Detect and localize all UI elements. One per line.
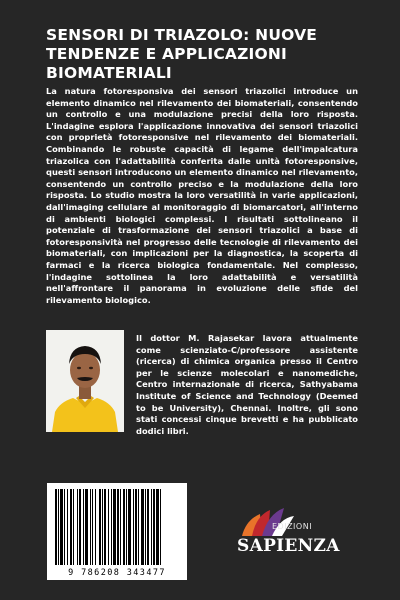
isbn-barcode — [47, 483, 187, 580]
publisher-name: SAPIENZA — [237, 536, 340, 556]
book-abstract: La natura fotoresponsiva dei sensori triazolici introduce un elemento dinamico nel rilevamento dei biomateriali, consentendo un controllo e una modulazione precisi della loro risposta. L'indagine esplora l'applicazione innovativa dei sensori triazolici con proprietà fotoresponsive nel rilevamento dei biomateriali. Combinando le robuste capacità di legame dell'impalcatura triazolica con l'adattabilità conferita dalle unità fotoresponsive, questi sensori introducono un elemento dinamico nel rilevamento, consentendo un controllo preciso e la modulazione della loro risposta. Lo studio mostra la loro versatilità in varie applicazioni, dall'imaging cellulare al monitoraggio di biomarcatori, all'interno di ambienti biologici complessi. I risultati sottolineano il potenziale di trasformazione dei sensori triazolici a base di fotoresponsività nel progresso delle tecnologie di rilevamento dei biomateriali, con implicazioni per la diagnostica, la scoperta di farmaci e la ricerca biologica fondamentale. Nel complesso, l'indagine sottolinea la loro adattabilità e versatilità nell'affrontare il panorama in evoluzione delle sfide del rilevamento biologico. — [46, 86, 359, 305]
isbn-digits: 9 786208 343477 — [68, 568, 166, 578]
book-title: SENSORI DI TRIAZOLO: NUOVE TENDENZE E APPLICAZIONI BIOMATERIALI — [46, 26, 318, 82]
author-bio: Il dottor M. Rajasekar lavora attualmente come scienziato-C/professore assistente (ricerca) di chimica organica presso il Centro per le scienze molecolari e nanomediche, Centro internazionale di ricerca, Sathyabama Institute of Science and Technology (Deemed to be University), Chennai. Inoltre, gli sono stati concessi cinque brevetti e ha pubblicato dodici libri. — [136, 333, 358, 436]
publisher-logo — [226, 506, 346, 572]
barcode-icon — [55, 489, 179, 565]
author-photo — [46, 330, 124, 432]
publisher-imprint-label: EDIZIONI — [272, 522, 313, 531]
portrait-photo-icon — [46, 330, 124, 432]
